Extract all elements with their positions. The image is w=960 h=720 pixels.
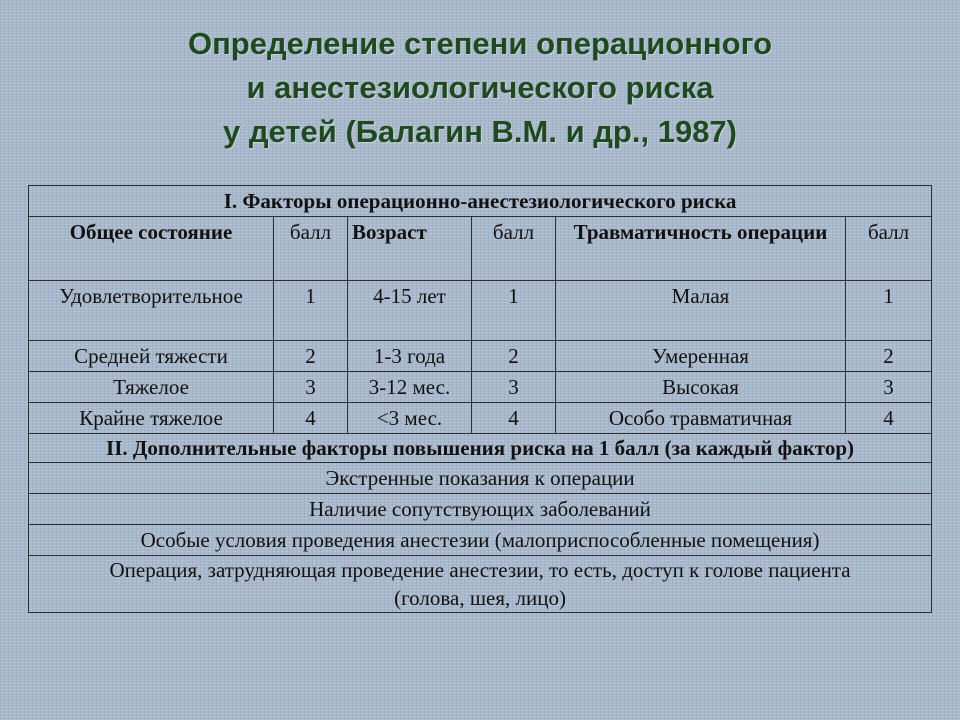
state-cell: Средней тяжести [29, 341, 274, 372]
title-line-3: у детей (Балагин В.М. и др., 1987) [223, 114, 737, 149]
age-cell: 3-12 мес. [348, 372, 472, 403]
score-cell: 3 [846, 372, 932, 403]
extra-factor-cell: Особые условия проведения анестезии (малоприспособленные помещения) [29, 525, 932, 556]
state-cell: Удовлетворительное [29, 281, 274, 341]
age-cell: 4-15 лет [348, 281, 472, 341]
score-cell: 3 [472, 372, 556, 403]
extra-factor-row [29, 463, 932, 494]
extra-factor-cell: Экстренные показания к операции [29, 463, 932, 494]
table-row [29, 281, 932, 341]
table-row [29, 341, 932, 372]
trauma-cell: Высокая [556, 372, 846, 403]
state-cell: Тяжелое [29, 372, 274, 403]
score-cell: 4 [846, 403, 932, 434]
score-cell: 4 [274, 403, 348, 434]
header-score-2: балл [472, 217, 556, 281]
score-cell: 1 [472, 281, 556, 341]
title-line-1: Определение степени операционного [187, 26, 773, 61]
trauma-cell: Малая [556, 281, 846, 341]
extra-factor-row [29, 556, 932, 613]
risk-table [28, 185, 932, 613]
table-row [29, 403, 932, 434]
section-1-row [29, 186, 932, 217]
age-cell: 1-3 года [348, 341, 472, 372]
title-line-2: и анестезиологического риска [246, 70, 714, 105]
score-cell: 1 [274, 281, 348, 341]
slide-title [40, 22, 920, 154]
section-2-heading: II. Дополнительные факторы повышения риска на 1 балл (за каждый фактор) [29, 434, 932, 463]
trauma-cell: Умеренная [556, 341, 846, 372]
state-cell: Крайне тяжелое [29, 403, 274, 434]
extra-factor-cell: Наличие сопутствующих заболеваний [29, 494, 932, 525]
score-cell: 3 [274, 372, 348, 403]
header-score-3: балл [846, 217, 932, 281]
header-row [29, 217, 932, 281]
extra-factor-row [29, 494, 932, 525]
section-1-heading: I. Факторы операционно-анестезиологического риска [29, 186, 932, 217]
score-cell: 2 [846, 341, 932, 372]
extra-factor-row [29, 525, 932, 556]
score-cell: 4 [472, 403, 556, 434]
trauma-cell: Особо травматичная [556, 403, 846, 434]
score-cell: 1 [846, 281, 932, 341]
table-row [29, 372, 932, 403]
extra-factor-cell: Операция, затрудняющая проведение анестезии, то есть, доступ к голове пациента (голова, шея, лицо) [29, 556, 932, 613]
header-score-1: балл [274, 217, 348, 281]
header-trauma: Травматичность операции [556, 217, 846, 281]
score-cell: 2 [274, 341, 348, 372]
score-cell: 2 [472, 341, 556, 372]
section-2-row [29, 434, 932, 463]
header-state: Общее состояние [29, 217, 274, 281]
age-cell: <3 мес. [348, 403, 472, 434]
header-age: Возраст [348, 217, 472, 281]
